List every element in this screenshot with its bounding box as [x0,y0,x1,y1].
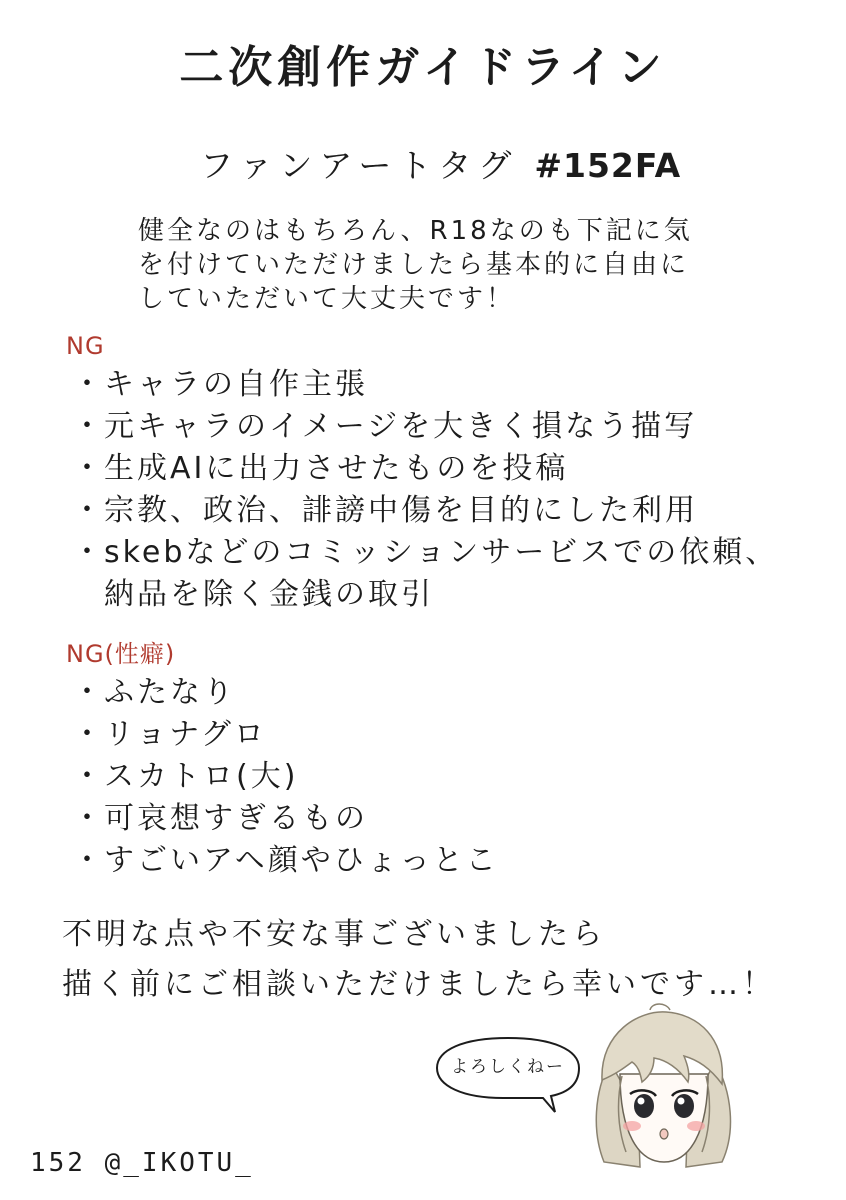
bullet: ・ [72,759,105,794]
list-item [72,714,804,756]
list-item-line: skebなどのコミッションサービスでの依頼、 [104,535,779,570]
list-item [72,448,804,490]
author-credit: 152 @_IKOTU_ [30,1148,254,1178]
fanart-hashtag: #152FA [534,146,682,185]
bullet: ・ [72,801,105,836]
chibi-girl-face-icon [580,1002,745,1172]
list-item [72,406,804,448]
list-item [72,364,804,406]
ng-heading: NG [66,332,105,360]
list-item-text: すごいアヘ顔やひょっとこ [104,843,499,878]
intro-line: を付けていただけましたら基本的に自由に [138,250,690,280]
ng-fetish-list [72,672,804,882]
speech-bubble [433,1034,583,1104]
bullet: ・ [72,675,105,710]
intro-paragraph [138,214,778,316]
list-item-text: 生成AIに出力させたものを投稿 [104,451,569,486]
bullet: ・ [72,717,105,752]
list-item-text: 元キャラのイメージを大きく損なう描写 [104,409,698,444]
list-item [72,756,804,798]
list-item [72,672,804,714]
bullet: ・ [72,493,105,528]
closing-line: 描く前にご相談いただけましたら幸いです…！ [62,967,776,1002]
list-item [72,490,804,532]
bullet: ・ [72,535,105,570]
list-item-text: ふたなり [104,675,236,710]
ng-list [72,364,804,616]
page-title: 二次創作ガイドライン [179,42,667,93]
list-item-text: 宗教、政治、誹謗中傷を目的にした利用 [104,493,698,528]
list-item-text: キャラの自作主張 [104,367,368,402]
bullet: ・ [72,409,105,444]
bullet: ・ [72,451,105,486]
list-item [72,840,804,882]
intro-line: 健全なのはもちろん、R18なのも下記に気 [138,216,693,246]
bullet: ・ [72,843,105,878]
intro-line: していただいて大丈夫です！ [138,284,516,314]
list-item-text: 可哀想すぎるもの [104,801,368,836]
list-item-text: リョナグロ [104,717,267,752]
list-item [72,798,804,840]
list-item-line: 納品を除く金銭の取引 [104,577,434,612]
speech-bubble-text: よろしくねー [451,1057,565,1077]
list-item-text [104,532,804,616]
list-item-text: スカトロ(大) [104,759,299,794]
list-item [72,532,804,616]
closing-paragraph [62,910,802,1010]
ng-fetish-heading: NG(性癖) [66,640,176,668]
fanart-tag-label: ファンアートタグ [200,146,519,185]
closing-line: 不明な点や不安な事ございましたら [62,917,606,952]
fanart-tag-line [200,146,720,186]
bullet: ・ [72,367,105,402]
